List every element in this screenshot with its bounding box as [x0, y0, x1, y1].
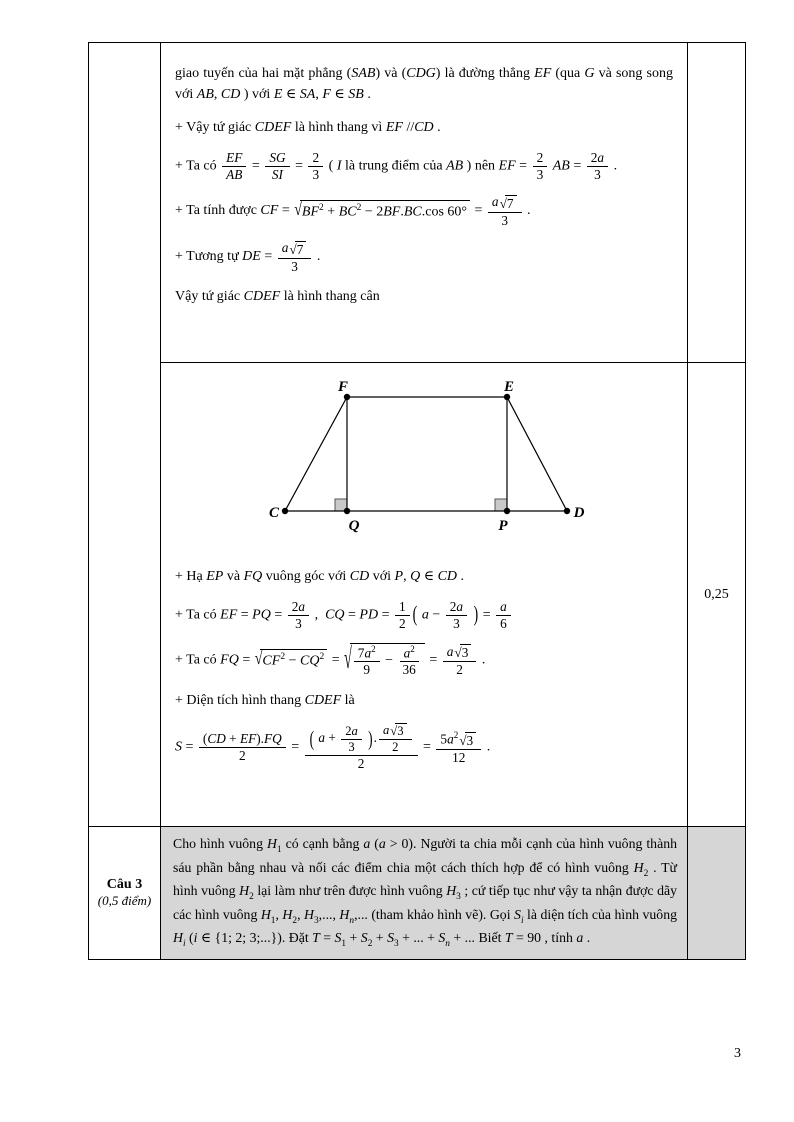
question-points: (0,5 điểm) — [97, 892, 152, 908]
label-c: C — [268, 505, 280, 521]
score-value: 0,25 — [704, 586, 729, 602]
question3-label-cell — [89, 827, 161, 959]
solution-line: + Vậy tứ giác CDEF là hình thang vì EF //CD . — [175, 120, 441, 135]
label-q: Q — [348, 518, 360, 534]
solution-line: Vậy tứ giác CDEF là hình thang cân — [175, 289, 380, 305]
score-cell-row1 — [688, 43, 745, 363]
label-p: P — [498, 518, 508, 534]
solution-line: giao tuyến của hai mặt phẳng (SAB) và (CDG) là đường thẳng EF (qua G và song song với AB, CD ) với E ∈ SA, F ∈ SB . — [175, 66, 673, 102]
solution-line: + Ta có EF = PQ = $\frac{2a}{3}$ , CQ = PD = $\frac{1}{2}$ ( a − $\frac{2a}{3}$ ) = $\frac{a}{6}$ — [175, 599, 673, 631]
solution-line: + Tương tự DE = a √ 7 3 . — [175, 240, 673, 274]
solution-line: S = $\frac{(CD + EF).FQ}{2}$ = ( a + $\frac{2a}{3}$ ). a √ 3 2 2 = $5a^2$ √ 3 12 . — [175, 723, 673, 772]
label-f: F — [337, 381, 349, 395]
solution-section-1 — [161, 43, 688, 363]
question3-content-cell — [161, 827, 688, 959]
trapezoid-outline — [285, 397, 567, 511]
solution-line: + Hạ EP và FQ vuông góc với CD với P, Q ∈ CD . — [175, 569, 465, 584]
solution-section-2 — [161, 363, 688, 827]
page-number: 3 — [734, 1046, 741, 1061]
solution-line: + Diện tích hình thang CDEF là — [175, 693, 355, 709]
question-number: Câu 3 — [106, 876, 143, 892]
label-cell-empty — [89, 43, 161, 827]
score-cell-row3 — [688, 827, 745, 959]
trapezoid-svg — [267, 381, 607, 549]
score-cell-row2 — [688, 363, 745, 827]
solution-line: + Ta có $\frac{EF}{AB}$ = $\frac{SG}{SI}$ = $\frac{2}{3}$ ( I là trung điểm của AB ) nên EF = $\frac{2}{3}$ AB = $\frac{2a}{3}$ . — [175, 150, 618, 182]
label-e: E — [503, 381, 515, 395]
point-p — [504, 508, 510, 514]
trapezoid-figure — [267, 381, 607, 554]
answer-table — [88, 42, 746, 960]
point-d — [564, 508, 570, 514]
label-d: D — [573, 505, 585, 521]
solution-line: + Ta có FQ = √ $CF^2 - CQ^2$ = √ $\frac{7a^2}{9}$ − $\frac{a^2}{36}$ = a √ 3 2 . — [175, 643, 673, 678]
question3-text: Cho hình vuông $H_1$ có cạnh bằng a (a > 0). Người ta chia mỗi cạnh của hình vuông thành sáu phần bằng nhau và nối các điểm chia một cách thích hợp để có hình vuông $H_2$ . Từ hình vuông $H_2$ lại làm như trên được hình vuông $H_3$ ; cứ tiếp tục như vậy ta nhận được dãy các hình vuông $H_1$, $H_2$, $H_3$,..., $H_n$,... (tham khảo hình vẽ). Gọi $S_i$ là diện tích của hình vuông $H_i$ (i ∈ {1; 2; 3;...}). Đặt $T = S_1 + S_2 + S_3$ + ... + $S_n$ + ... Biết T = 90 , tính a . — [173, 836, 677, 949]
solution-line: + Ta tính được CF = √ $BF^2 + BC^2 - 2BF.BC.\cos$ 60° = a √ 7 3 . — [175, 194, 673, 228]
point-c — [282, 508, 288, 514]
point-q — [344, 508, 350, 514]
vertex-dots — [282, 394, 570, 514]
